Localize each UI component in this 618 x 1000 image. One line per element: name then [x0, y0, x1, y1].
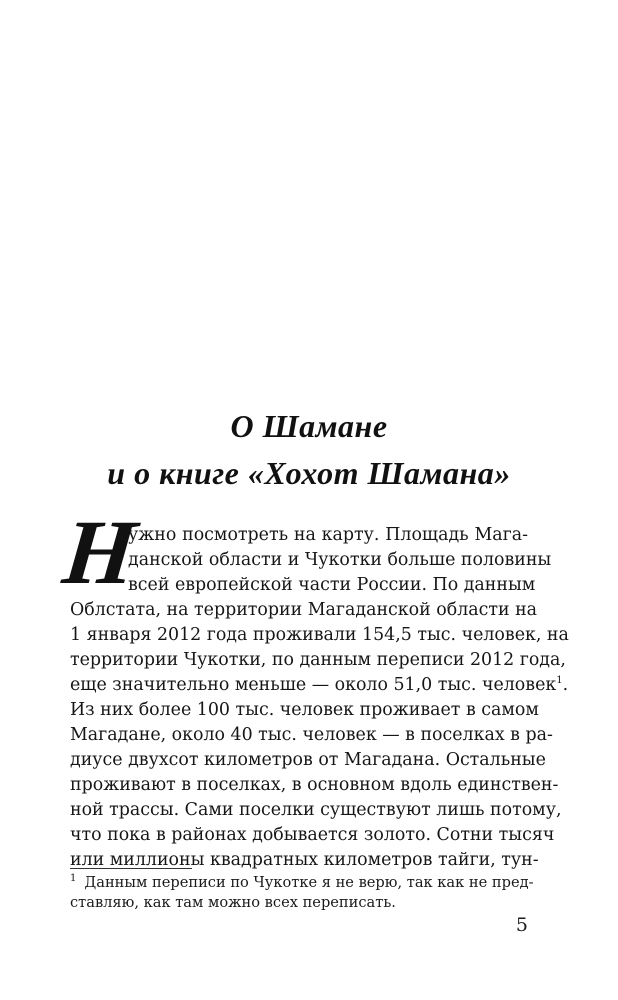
body-line-9: Магадане, около 40 тыс. человек — в поселках в ра-: [70, 725, 553, 745]
footnote-reference-period: .: [562, 675, 569, 695]
body-line-7-text: еще значительно меньше — около 51,0 тыс. человек: [70, 675, 557, 695]
footnote-divider: [70, 868, 192, 869]
body-line-13: что пока в районах добывается золото. Сотни тысяч: [70, 825, 555, 845]
body-line-6: территории Чукотки, по данным переписи 2012 года,: [70, 650, 566, 670]
footnote-reference: 1: [556, 675, 563, 687]
footnote-line-1: [70, 873, 534, 893]
body-line-11: проживают в поселках, в основном вдоль единствен-: [70, 775, 559, 795]
drop-cap-letter: Н: [58, 501, 141, 603]
footnote-marker: 1: [70, 873, 77, 885]
chapter-title-line-2: и о книге «Хохот Шамана»: [107, 455, 511, 491]
footnote-line-2: ставляю, как там можно всех переписать.: [70, 894, 396, 911]
body-line-1: ужно посмотреть на карту. Площадь Мага-: [128, 525, 528, 545]
page-number: 5: [515, 914, 528, 936]
body-line-8: Из них более 100 тыс. человек проживает в самом: [70, 700, 539, 720]
body-line-10: диусе двухсот километров от Магадана. Остальные: [70, 750, 546, 770]
chapter-title-line-1: О Шамане: [230, 408, 388, 444]
body-line-3: всей европейской части России. По данным: [128, 575, 536, 595]
body-line-7: [70, 673, 569, 697]
body-line-2: данской области и Чукотки больше половины: [128, 550, 552, 570]
body-line-5: 1 января 2012 года проживали 154,5 тыс. человек, на: [70, 625, 569, 645]
footnote-text-1: Данным переписи по Чукотке я не верю, так как не пред-: [84, 874, 534, 891]
body-line-4: Облстата, на территории Магаданской области на: [70, 600, 538, 620]
body-line-12: ной трассы. Сами поселки существуют лишь потому,: [70, 800, 562, 820]
body-line-14: или миллионы квадратных километров тайги, тун-: [70, 850, 539, 870]
